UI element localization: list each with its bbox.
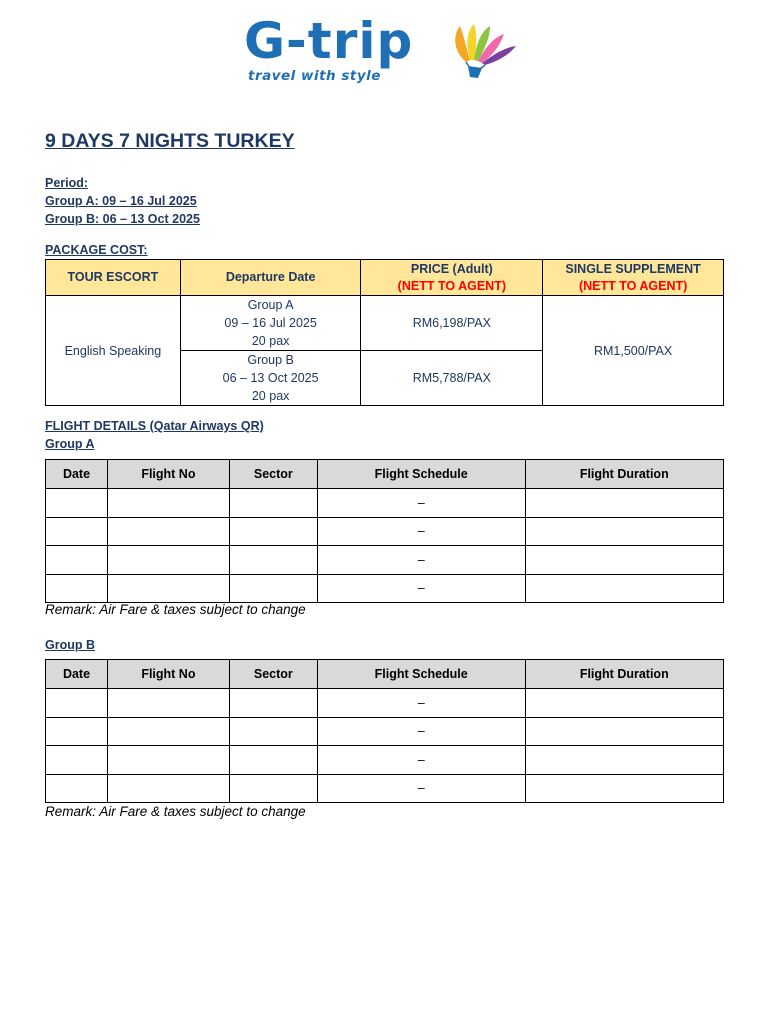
header-flight-duration: Flight Duration [525,660,723,689]
header-sector: Sector [229,460,317,489]
header-flight-schedule: Flight Schedule [317,460,525,489]
schedule-cell: – [317,574,525,603]
table-row [46,574,724,603]
price-group-b: RM5,788/PAX [361,351,543,406]
period-group-a: Group A: 09 – 16 Jul 2025 [45,194,197,208]
departure-group-a: Group A 09 – 16 Jul 2025 20 pax [180,296,361,351]
table-row [46,774,724,803]
supplement-nett-note: (NETT TO AGENT) [578,278,688,293]
header-flight-no: Flight No [108,460,230,489]
flight-table-group-b [45,659,724,803]
header-single-supplement: SINGLE SUPPLEMENT (NETT TO AGENT) [543,260,724,296]
logo-wordmark: G-trip [244,12,414,70]
hot-air-balloon-icon [452,22,524,86]
table-row [46,296,724,351]
schedule-cell: – [317,546,525,575]
table-row [46,689,724,718]
header-price: PRICE (Adult) (NETT TO AGENT) [361,260,543,296]
tour-escort-cell: English Speaking [46,296,181,406]
package-cost-label: PACKAGE COST: [45,243,148,257]
flight-table-group-a [45,459,724,603]
schedule-cell: – [317,489,525,518]
group-a-label: Group A [45,437,95,451]
price-group-a: RM6,198/PAX [361,296,543,351]
table-row [46,717,724,746]
package-cost-table [45,259,724,406]
company-logo [244,12,524,88]
table-header-row [46,460,724,489]
single-supplement-cell: RM1,500/PAX [543,296,724,406]
remark-group-b: Remark: Air Fare & taxes subject to change [45,804,306,819]
header-flight-schedule: Flight Schedule [317,660,525,689]
header-sector: Sector [229,660,317,689]
price-nett-note: (NETT TO AGENT) [397,278,506,293]
period-label: Period: [45,176,89,190]
schedule-cell: – [317,517,525,546]
schedule-cell: – [317,774,525,803]
table-row [46,517,724,546]
table-row [46,746,724,775]
period-group-b: Group B: 06 – 13 Oct 2025 [45,212,200,226]
schedule-cell: – [317,717,525,746]
table-row [46,489,724,518]
schedule-cell: – [317,689,525,718]
remark-group-a: Remark: Air Fare & taxes subject to change [45,602,306,617]
flight-details-label: FLIGHT DETAILS (Qatar Airways QR) [45,419,264,433]
header-flight-duration: Flight Duration [525,460,723,489]
page-title: 9 DAYS 7 NIGHTS TURKEY [45,130,295,152]
table-header-row [46,660,724,689]
schedule-cell: – [317,746,525,775]
header-date: Date [46,460,108,489]
logo-tagline: travel with style [248,68,381,84]
departure-group-b: Group B 06 – 13 Oct 2025 20 pax [180,351,361,406]
group-b-label: Group B [45,638,95,652]
header-departure-date: Departure Date [180,260,361,296]
period-block [45,174,200,228]
table-header-row [46,260,724,296]
header-tour-escort: TOUR ESCORT [46,260,181,296]
header-flight-no: Flight No [108,660,230,689]
table-row [46,546,724,575]
header-date: Date [46,660,108,689]
